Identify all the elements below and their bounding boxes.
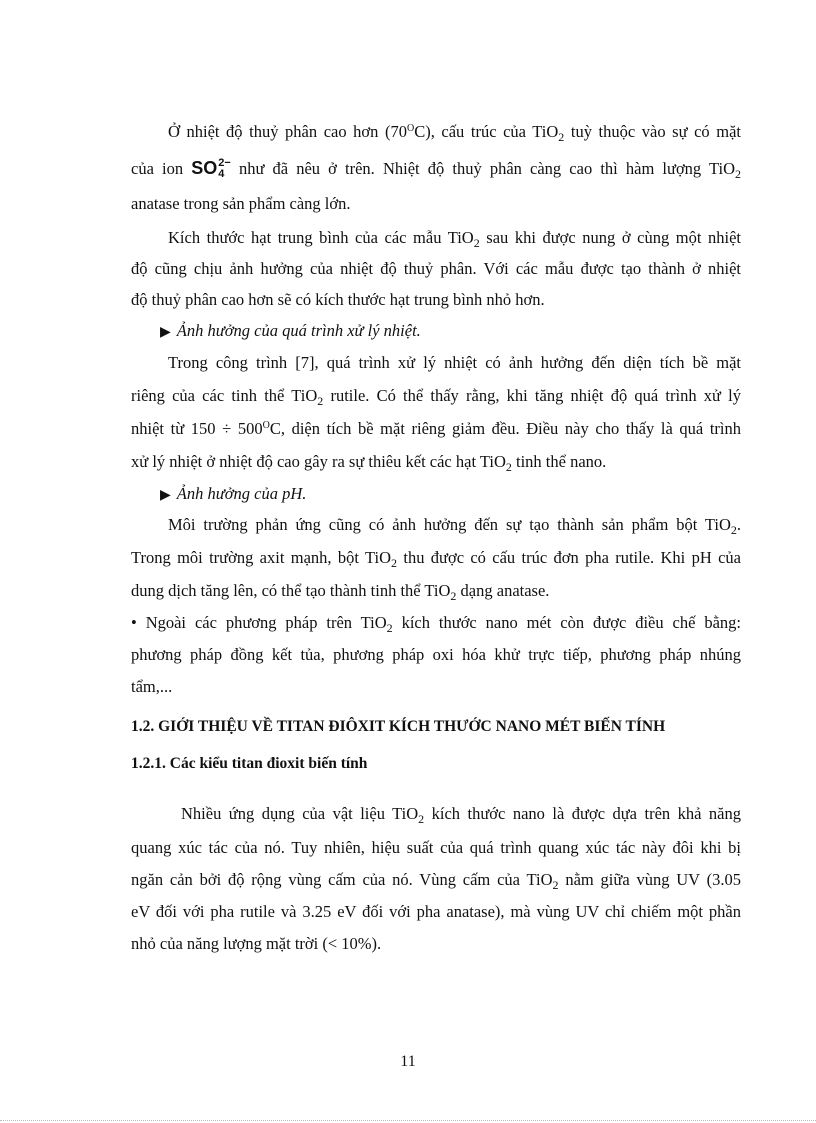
- p3-line-3: nhiệt từ $150 \div 500^OC$, diện tích bề mặt riêng giảm đều. Điều này cho thấy là quá trình: [131, 419, 741, 438]
- page-number: 11: [400, 1053, 416, 1070]
- p6-line-2: quang xúc tác của nó. Tuy nhiên, hiệu suất của quá trình quang xúc tác này đôi khi bị: [131, 838, 741, 857]
- p4-line-3: dung dịch tăng lên, có thể tạo thành tinh thể TiO$_2$ dạng anatase.: [131, 581, 550, 603]
- bullet-dot-icon: •: [131, 613, 137, 632]
- p6-line-1: Nhiều ứng dụng của vật liệu TiO$_2$ kích thước nano là được dựa trên khả năng: [181, 804, 742, 826]
- p2-line-1: Kích thước hạt trung bình của các mẫu TiO$_2$ sau khi được nung ở cùng một nhiệt: [168, 228, 742, 250]
- p5-line-1: • Ngoài các phương pháp trên TiO$_2$ kích thước nano mét còn được điều chế bằng:: [131, 613, 741, 635]
- p3-line-1: Trong công trình [7], quá trình xử lý nhiệt có ảnh hưởng đến diện tích bề mặt: [168, 353, 741, 372]
- p2-line-2: độ cũng chịu ảnh hưởng của nhiệt độ thuỷ phân. Với các mẫu được tạo thành ở nhiệt: [131, 259, 741, 278]
- section-heading-1-2: 1.2. GIỚI THIỆU VỀ TITAN ĐIÔXIT KÍCH THƯỚC NANO MÉT BIẾN TÍNH: [131, 718, 666, 735]
- p6-line-5: nhỏ của năng lượng mặt trời (< 10%).: [131, 934, 382, 953]
- p2-line-3: độ thuỷ phân cao hơn sẽ có kích thước hạt trung bình nhỏ hơn.: [131, 290, 545, 309]
- p5-line-3: tẩm,...: [131, 677, 173, 696]
- triangle-bullet-icon: ▶: [160, 488, 171, 503]
- p1-line-3: anatase trong sản phẩm càng lớn.: [131, 194, 351, 213]
- p4-line-2: Trong môi trường axit mạnh, bột TiO$_2$ thu được có cấu trúc đơn pha rutile. Khi pH của: [131, 548, 742, 570]
- sulfate-ion-formula: SO 2− 4: [191, 157, 231, 181]
- page-bottom-dotted-border: [0, 1120, 816, 1121]
- p1-line-2: của ion SO 2− 4 như đã nêu ở trên. Nhiệt độ thuỷ phân càng cao thì hàm lượng TiO$_2$: [131, 157, 742, 181]
- p3-line-2: riêng của các tinh thể TiO$_2$ rutile. Có thể thấy rằng, khi tăng nhiệt độ quá trình xử lý: [131, 386, 741, 408]
- p4-line-1: Môi trường phản ứng cũng có ảnh hưởng đến sự tạo thành sản phẩm bột TiO$_2$.: [168, 515, 741, 537]
- section-heading-1-2-1: 1.2.1. Các kiểu titan đioxit biến tính: [131, 755, 368, 772]
- subheading-heat-treatment: ▶ Ảnh hưởng của quá trình xử lý nhiệt.: [160, 321, 421, 340]
- p5-line-2: phương pháp đồng kết tủa, phương pháp oxi hóa khử trực tiếp, phương pháp nhúng: [131, 645, 741, 664]
- triangle-bullet-icon: ▶: [160, 325, 171, 340]
- p3-line-4: xử lý nhiệt ở nhiệt độ cao gây ra sự thiêu kết các hạt TiO$_2$ tinh thể nano.: [131, 452, 607, 474]
- p6-line-3: ngăn cản bởi độ rộng vùng cấm của nó. Vùng cấm của TiO$_2$ nằm giữa vùng UV (3.05: [131, 870, 741, 892]
- p1-line-1: Ở nhiệt độ thuỷ phân cao hơn $(70^OC)$, cấu trúc của TiO$_2$ tuỳ thuộc vào sự có mặt: [168, 122, 741, 144]
- p6-line-4: eV đối với pha rutile và 3.25 eV đối với pha anatase), mà vùng UV chỉ chiếm một phần: [131, 902, 741, 921]
- subheading-ph: ▶ Ảnh hưởng của pH.: [160, 484, 307, 503]
